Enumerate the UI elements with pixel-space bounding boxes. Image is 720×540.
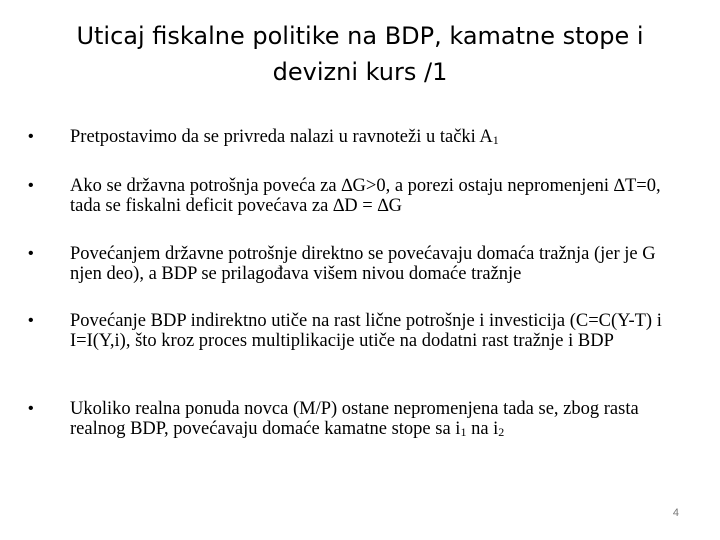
bullet-marker: • xyxy=(28,245,34,262)
slide-title-line-2: devizni kurs /1 xyxy=(272,58,448,86)
bullet-text: Ukoliko realna ponuda novca (M/P) ostane nepromenjena tada se, zbog rasta realnog BDP, povećavaju domaće kamatne stope sa i xyxy=(70,399,639,439)
bullet-item xyxy=(28,176,670,216)
bullet-text: Ako se državna potrošnja poveća za ∆G>0, a porezi ostaju nepromenjeni ∆T=0, tada se fiskalni deficit povećava za ∆D = ∆G xyxy=(70,176,661,216)
bullet-text: Povećanjem državne potrošnje direktno se povećavaju domaća tražnja (jer je G njen deo), a BDP se prilagođava višem nivou domaće tražnje xyxy=(70,244,656,284)
bullet-marker: • xyxy=(28,128,34,145)
bullet-item xyxy=(28,127,670,147)
subscript: 2 xyxy=(498,425,505,439)
bullet-text: na i xyxy=(466,419,499,439)
bullet-marker: • xyxy=(28,400,34,417)
slide-title xyxy=(60,18,660,90)
bullet-item xyxy=(28,244,670,284)
bullet-marker: • xyxy=(28,312,34,329)
subscript: 1 xyxy=(492,133,499,147)
bullet-marker: • xyxy=(28,177,34,194)
bullet-text: Pretpostavimo da se privreda nalazi u ravnoteži u tački A xyxy=(70,127,493,147)
bullet-item xyxy=(28,399,670,439)
subscript: 1 xyxy=(460,425,467,439)
page-number: 4 xyxy=(672,507,679,519)
slide-title-line-1: Uticaj fiskalne politike na BDP, kamatne stope i xyxy=(76,22,644,50)
bullet-item xyxy=(28,311,670,351)
bullet-text: Povećanje BDP indirektno utiče na rast lične potrošnje i investicija (C=C(Y-T) i I=I(Y,i), što kroz proces multiplikacije utiče na dodatni rast tražnje i BDP xyxy=(70,311,662,351)
